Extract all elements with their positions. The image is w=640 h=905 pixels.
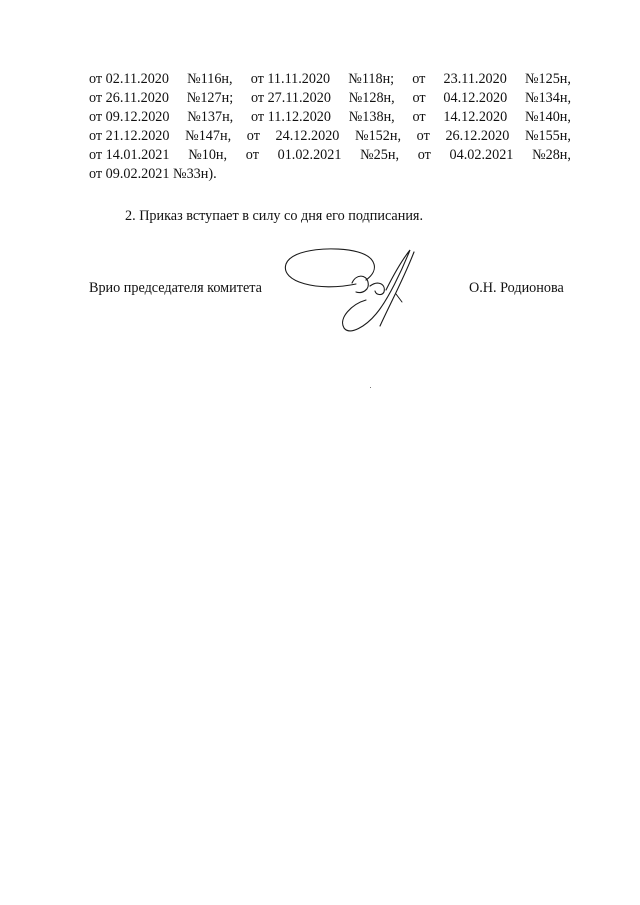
line-token: от 11.11.2020 [250,71,331,87]
signatory-name: О.Н. Родионова [469,280,564,296]
line-token: от [412,90,426,106]
line-token: от 14.01.2021 [89,147,170,163]
line-token: №134н, [525,90,571,106]
line-token: 04.12.2020 [443,90,508,106]
line-token: №128н, [348,90,395,106]
list-line-2 [89,89,571,108]
line-token: №118н; [348,71,395,87]
line-token: от [245,147,259,163]
line-token: 23.11.2020 [443,71,507,87]
list-line-3 [89,108,571,127]
list-line-4 [89,127,571,146]
line-token: от 26.11.2020 [89,90,169,106]
list-line-6 [89,165,571,184]
signature-image [278,240,428,340]
line-token: №137н, [187,109,234,125]
line-token: от [416,128,430,144]
list-line-5 [89,146,571,165]
line-token: №152н, [355,128,402,144]
line-token: от [412,71,426,87]
line-token: 24.12.2020 [275,128,340,144]
line-token: №28н, [532,147,571,163]
line-token: №147н, [185,128,232,144]
line-text: от 09.02.2021 №33н). [89,166,217,182]
line-token: 14.12.2020 [443,109,508,125]
line-token: №125н, [524,71,571,87]
line-token: от [412,109,426,125]
line-token: 26.12.2020 [445,128,510,144]
list-line-1 [89,70,571,89]
line-token: №155н, [524,128,571,144]
line-token: 01.02.2021 [277,147,342,163]
line-token: от 11.12.2020 [251,109,331,125]
line-token: от [417,147,431,163]
line-token: от 21.12.2020 [89,128,170,144]
line-token: №127н; [186,90,234,106]
line-token: от 02.11.2020 [89,71,169,87]
line-token: №140н, [524,109,571,125]
line-token: 04.02.2021 [449,147,514,163]
line-token: №10н, [188,147,228,163]
line-token: №25н, [360,147,400,163]
line-token: от 09.12.2020 [89,109,170,125]
line-token: от 27.11.2020 [250,90,331,106]
paragraph-2: 2. Приказ вступает в силу со дня его подписания. [125,208,423,224]
line-token: от [246,128,260,144]
line-token: №138н, [348,109,395,125]
scan-speck [370,387,371,388]
line-token: №116н, [187,71,233,87]
signatory-title: Врио председателя комитета [89,280,262,296]
